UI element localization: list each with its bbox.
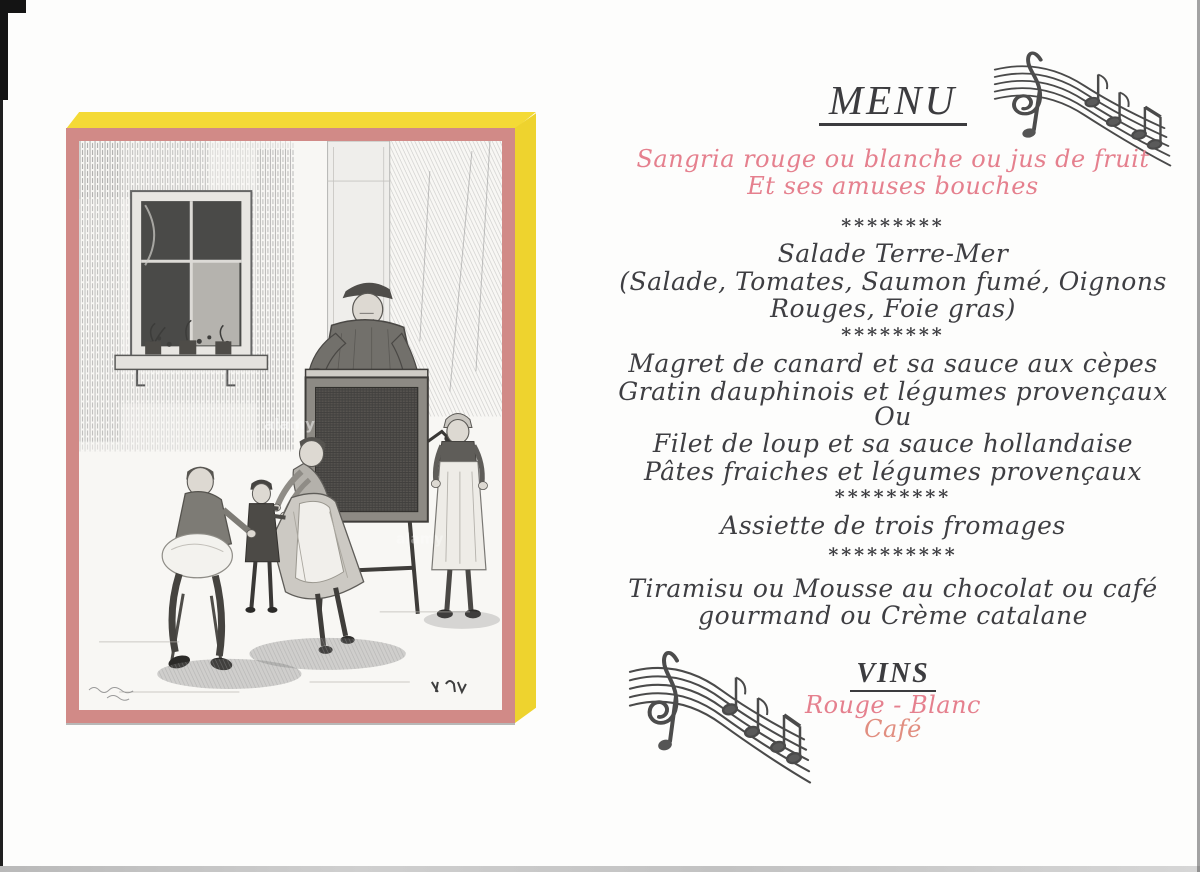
menu-text-column — [598, 0, 1188, 872]
plat2-line-1: Filet de loup et sa sauce hollandaise — [652, 429, 1134, 458]
menu-title: MENU — [819, 78, 967, 126]
watermark-text: alamy — [396, 531, 444, 548]
vins-line-1: Rouge - Blanc — [805, 691, 981, 719]
entree-detail-2: Rouges, Foie gras) — [770, 294, 1016, 323]
vins-line-2: Café — [864, 715, 922, 743]
separator-3: ********* — [834, 486, 952, 508]
entree-detail-1: (Salade, Tomates, Saumon fumé, Oignons — [619, 267, 1167, 296]
plat1-line-1: Magret de canard et sa sauce aux cèpes — [628, 349, 1158, 378]
entree-title: Salade Terre-Mer — [777, 239, 1009, 268]
aperitif-line-2: Et ses amuses bouches — [747, 172, 1039, 200]
frame-top-face — [66, 112, 536, 129]
or-label: Ou — [874, 402, 912, 431]
scan-edge-left — [0, 0, 3, 872]
organ-grinder-engraving — [79, 141, 502, 710]
framed-illustration — [66, 128, 515, 723]
illustration-mat — [79, 141, 502, 710]
separator-4: ********** — [828, 544, 958, 566]
plat2-line-2: Pâtes fraiches et légumes provençaux — [643, 457, 1143, 486]
scan-edge-left-top — [0, 0, 8, 100]
vins-title: VINS — [850, 658, 935, 692]
separator-1: ******** — [841, 215, 945, 237]
scan-edge-corner — [0, 0, 26, 13]
dessert-line-1: Tiramisu ou Mousse au chocolat ou café — [628, 574, 1158, 603]
fromage-line: Assiette de trois fromages — [720, 511, 1066, 540]
frame-right-face — [515, 112, 536, 723]
separator-2: ******** — [841, 324, 945, 346]
watermark-text: alamy — [264, 415, 315, 434]
plat1-line-2: Gratin dauphinois et légumes provençaux — [618, 377, 1168, 406]
aperitif-line-1: Sangria rouge ou blanche ou jus de fruit — [636, 145, 1150, 173]
dessert-line-2: gourmand ou Crème catalane — [698, 601, 1088, 630]
